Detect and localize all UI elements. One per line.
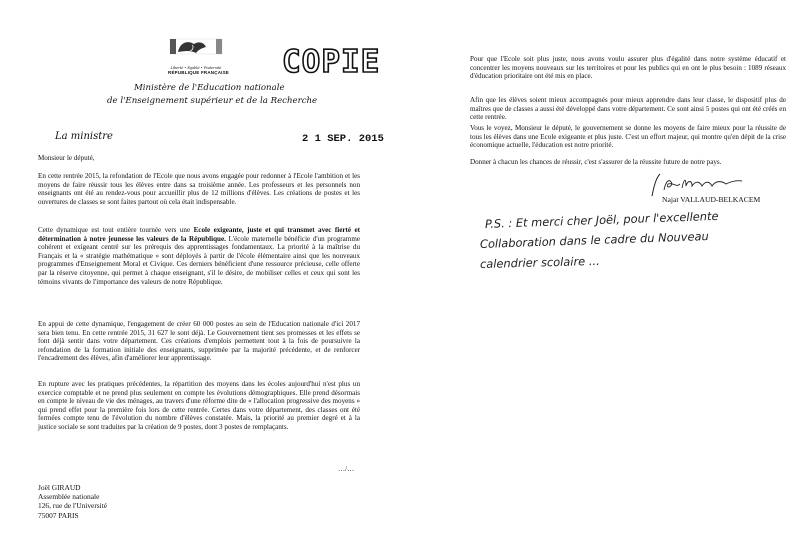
marianne-logo-icon — [168, 38, 224, 60]
paragraph-4: En rupture avec les pratiques précédentes, la répartition des moyens dans les écoles aujourd'hui n'est plus un exercice comptable et ne prend plus seulement en compte les évolutions démographiques. Elle prend désormais en compte le niveau de vie des ménages, au travers d'une réforme dite de « l'allocation progressive des moyens » qui prend effet pour la première fois lors de cette rentrée. Certes dans votre département, des classes ont été fermées compte tenu de l'évolution du nombre d'élèves constatée. Mais, la priorité au premier degré et à la justice sociale se sont traduites par la création de 9 postes, dont 3 postes de remplaçants. — [38, 380, 360, 431]
paragraph-2-rest: L'école maternelle bénéficie d'un programme cohérent et exigeant centré sur les prérequis des apprentissages fondamentaux. La priorité à la maîtrise du Français et la « stratégie mathématique » sont déployés à partir de l'école élémentaire ainsi que les nouveaux programmes d'Enseignement Moral et Civique. Ces derniers bénéficient d'une ressource précieuse, celle offerte par la réserve citoyenne, qui permet à chaque enseignant, s'il le désire, de mobiliser celles et ceux qui sont les témoins vivants de l'importance des valeurs de notre République. — [38, 234, 360, 286]
paragraph-2-lead: Cette dynamique est tout entière tournée vers une — [38, 226, 194, 234]
paragraph-1: En cette rentrée 2015, la refondation de l'Ecole que nous avons engagée pour redonner à l'Ecole l'ambition et les moyens de faire réussir tous les élèves entre dans sa troisième année. Les professeurs et les personnels non enseignants ont été au rendez-vous pour accueillir plus de 12 millions d'élèves. Les créations de postes et les ouvertures de classes se sont faites partout où cela était indispensable. — [38, 172, 360, 206]
paragraph-2 — [38, 226, 360, 286]
recipient-line-3: 75007 PARIS — [38, 510, 79, 520]
letter-date: 2 1 SEP. 2015 — [302, 133, 384, 145]
letter-page-2 — [400, 0, 800, 551]
logo-republic: RÉPUBLIQUE FRANÇAISE — [168, 70, 230, 75]
paragraph-2-bold: Ecole exigeante, juste et qui transmet avec fierté et détermination à notre jeunesse les valeurs de la République. — [38, 226, 360, 243]
ministry-line-1: Ministère de l'Education nationale — [134, 83, 285, 93]
paragraph-3: En appui de cette dynamique, l'engagement de créer 60 000 postes au sein de l'Education nationale d'ici 2017 sera bien tenu. En cette rentrée 2015, 31 627 le sont déjà. Le Gouvernement tient ses promesses et les effets se font déjà sentir dans votre département. Ces créations d'emplois permettent tout à la fois de poursuivre la refondation de la formation initiale des enseignants, supprimée par la majorité précédente, et de renforcer l'encadrement des élèves, afin d'améliorer leur apprentissage. — [38, 320, 360, 363]
page2-paragraph-4: Donner à chacun les chances de réussir, c'est s'assurer de la réussite future de notre pays. — [470, 158, 722, 166]
postscript-line-1: P.S. : Et merci cher Joël, pour l'excellente — [484, 208, 719, 231]
copie-stamp: COPIE — [282, 44, 381, 80]
signatory-title: La ministre — [55, 131, 113, 142]
recipient-line-2: 126, rue de l'Université — [38, 501, 108, 511]
republic-logo — [168, 38, 230, 75]
recipient-line-1: Assemblée nationale — [38, 492, 100, 502]
logo-motto: Liberté • Égalité • Fraternité — [170, 66, 222, 70]
postscript-line-3: calendrier scolaire ... — [479, 253, 600, 271]
page2-paragraph-2: Afin que les élèves soient mieux accompagnés pour mieux apprendre dans leur classe, le dispositif plus de maîtres que de classes a aussi été développé dans votre département. Ce sont ainsi 5 postes qui ont été créés en cette rentrée. — [470, 96, 786, 122]
continuation-mark: …/… — [338, 465, 355, 473]
greeting: Monsieur le député, — [38, 154, 95, 162]
page2-paragraph-1: Pour que l'Ecole soit plus juste, nous avons voulu assurer plus d'égalité dans notre système éducatif et concentrer les moyens nouveaux sur les territoires et pour les publics qui en ont le plus besoin : 1089 réseaux d'éducation prioritaire ont été mis en place. — [470, 55, 786, 81]
page2-paragraph-3: Vous le voyez, Monsieur le député, le gouvernement se donne les moyens de faire mieux pour la réussite de tous les élèves dans une Ecole exigeante et plus juste. C'est un effort majeur, qui montre qu'en dépit de la crise économique actuelle, l'éducation est notre priorité. — [470, 124, 786, 150]
signatory-name: Najat VALLAUD-BELKACEM — [662, 195, 761, 204]
ministry-line-2: de l'Enseignement supérieur et de la Recherche — [107, 96, 318, 106]
postscript-line-2: Collaboration dans le cadre du Nouveau — [479, 229, 709, 251]
recipient-name: Joël GIRAUD — [38, 483, 81, 492]
recipient-address — [38, 483, 107, 520]
